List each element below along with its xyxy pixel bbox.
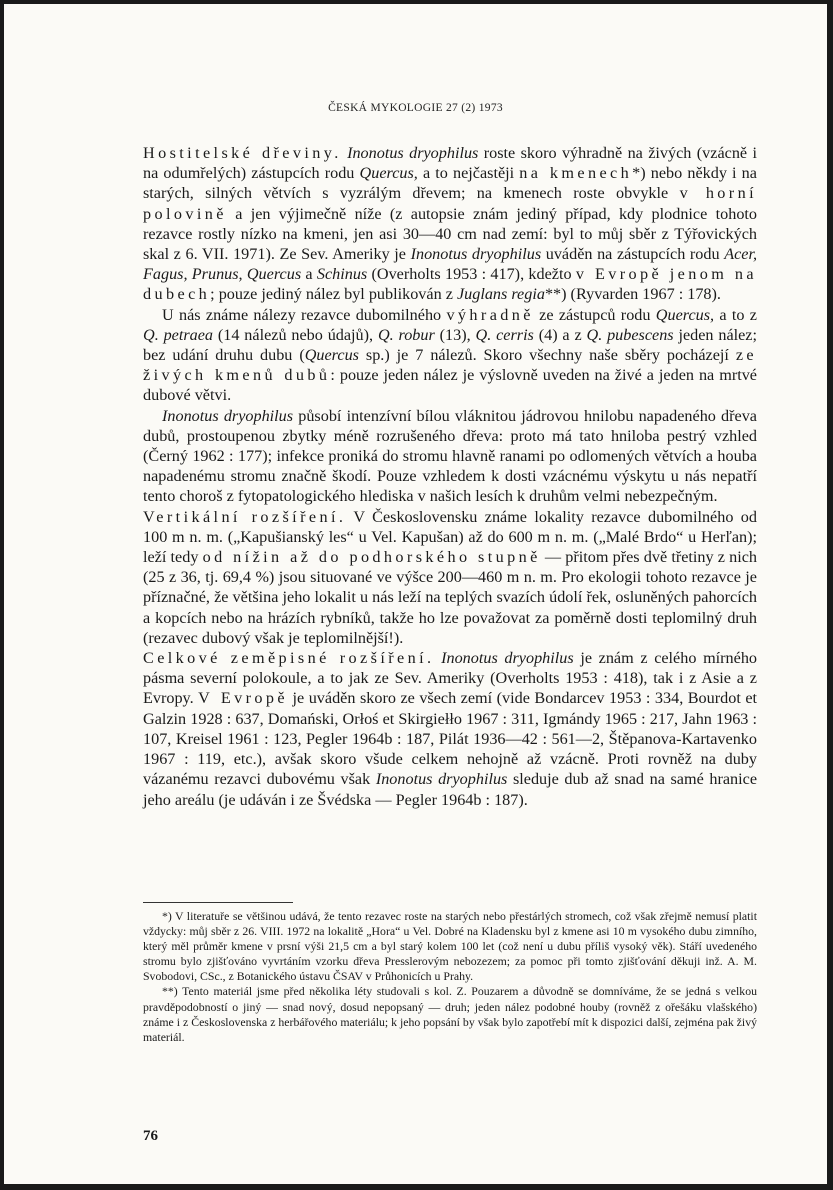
document-page: [4, 4, 827, 1184]
section-heading-host-trees: Hostitelské dřeviny.: [143, 144, 342, 162]
section-heading-geographic: Celkové zeměpisné rozšíření.: [143, 649, 435, 668]
section-heading-vertical: Vertikální rozšíření.: [143, 507, 347, 526]
running-header: ČESKÁ MYKOLOGIE 27 (2) 1973: [328, 102, 503, 114]
paragraph-rot: Inonotus dryophilus působí intenzívní bílou vláknitou jádrovou hnilobu napadeného dřeva dubů, prostoupenou zbytky méně rozrušeného dřeva: proto má tato hniloba pestrý vzhled (Černý 1962 : 177); infekce proniká do stromu hlavně ranami po odlomených větvích a houba napadenému stromu značně škodí. Pouze vzhledem k dosti vzácnému výskytu u nás nepatří tento choroš z fytopatologického hlediska v našich lesích k druhům velmi nebezpečným.: [143, 406, 757, 506]
footnote-divider: [143, 902, 293, 903]
footnote-1: *) V literatuře se většinou udává, že tento rezavec roste na starých nebo přestárlých stromech, což však zřejmě nemusí platit vždycky: můj sběr z 26. VIII. 1972 na lokalitě „Hora“ u Vel. Dobré na Kladensku byl z kmene asi 10 m vysokého dubu zimního, který měl průměr kmene v prsní výši 21,5 cm a byl starý kolem 100 let (což není u dubu příliš vysoký věk). Stáří uvedeného stromu bylo zjišťováno vyvrtáním vzorku dřeva Presslerovým nebozezem; za pomoc při tomto zjišťování děkuji inž. A. M. Svobodovi, CSc., z Botanického ústavu ČSAV v Průhonicích u Prahy.: [143, 909, 757, 984]
paragraph-geographic-distribution: Celkové zeměpisné rozšíření. Inonotus dryophilus je znám z celého mírného pásma severní polokoule, a to jak ze Sev. Ameriky (Overholts 1953 : 418), tak i z Asie a z Evropy. V Evropě je uváděn skoro ze všech zemí (vide Bondarcev 1953 : 334, Bourdot et Galzin 1928 : 637, Domański, Orłoś et Skirgiełło 1967 : 311, Igmándy 1965 : 217, Jahn 1963 : 107, Kreisel 1961 : 123, Pegler 1964b : 187, Pilát 1936—42 : 561—2, Štěpanova-Kartavenko 1967 : 119, etc.), avšak skoro všude celkem nehojně až vzácně. Proti rovněž na duby vázanému rezavci dubovému však Inonotus dryophilus sleduje dub až snad na samé hranice jeho areálu (je udáván i ze Švédska — Pegler 1964b : 187).: [143, 649, 758, 809]
paragraph-host-trees: Hostitelské dřeviny. Inonotus dryophilus roste skoro výhradně na živých (vzácně i na odumřelých) zástupcích rodu Quercus, a to nejčastěji na kmenech*) nebo někdy i na starých, silných větvích s vyzrálým dřevem; na kmenech roste obvykle v horní polovině a jen výjimečně níže (z autopsie znám jediný případ, kdy plodnice tohoto rezavce rostly nízko na kmeni, jen asi 30—40 cm nad zemí: byl to můj sběr z Týřovických skal z 6. VII. 1971). Ze Sev. Ameriky je Inonotus dryophilus uváděn na zástupcích rodu Acer, Fagus, Prunus, Quercus a Schinus (Overholts 1953 : 417), kdežto v Evropě jenom na dubech; pouze jediný nález byl publikován z Juglans regia**) (Ryvarden 1967 : 178).: [143, 144, 757, 304]
footnote-2: **) Tento materiál jsme před několika léty studovali s kol. Z. Pouzarem a důvodně se domníváme, že se jedná s velkou pravděpodobností o jiný — snad nový, dosud nepopsaný — druh; jeden nález podobné houby (rovněž z ořešáku vlašského) známe i z Československa z herbářového materiálu; k jeho popsání by však bylo zapotřebí mít k dispozici další, zejména pak živý materiál.: [143, 984, 757, 1044]
main-text: [143, 143, 757, 810]
paragraph-czech-findings: U nás známe nálezy rezavce dubomilného výhradně ze zástupců rodu Quercus, a to z Q. petraea (14 nálezů nebo údajů), Q. robur (13), Q. cerris (4) a z Q. pubescens jeden nález; bez udání druhu dubu (Quercus sp.) je 7 nálezů. Skoro všechny naše sběry pocházejí ze živých kmenů dubů: pouze jeden nález je výslovně uveden na živé a jeden na mrtvé dubové větvi.: [143, 305, 757, 405]
paragraph-vertical-distribution: Vertikální rozšíření. V Československu známe lokality rezavce dubomilného od 100 m n. m. („Kapušianský les“ u Vel. Kapušan) až do 600 m n. m. („Malé Brdo“ u Herľan); leží tedy od nížin až do podhorského stupně — přitom přes dvě třetiny z nich (25 z 36, tj. 69,4 %) jsou situované ve výšce 200—460 m n. m. Pro ekologii tohoto rezavce je příznačné, že většina jeho lokalit u nás leží na teplých svazích údolí řek, osluněných pahorcích a kopcích nebo na hrázích rybníků, takže ho lze považovat za poměrně dosti teplomilný druh (rezavec dubový však je teplomilnější!).: [143, 507, 757, 647]
page-number: 76: [143, 1128, 158, 1144]
footnotes: [143, 909, 757, 1045]
